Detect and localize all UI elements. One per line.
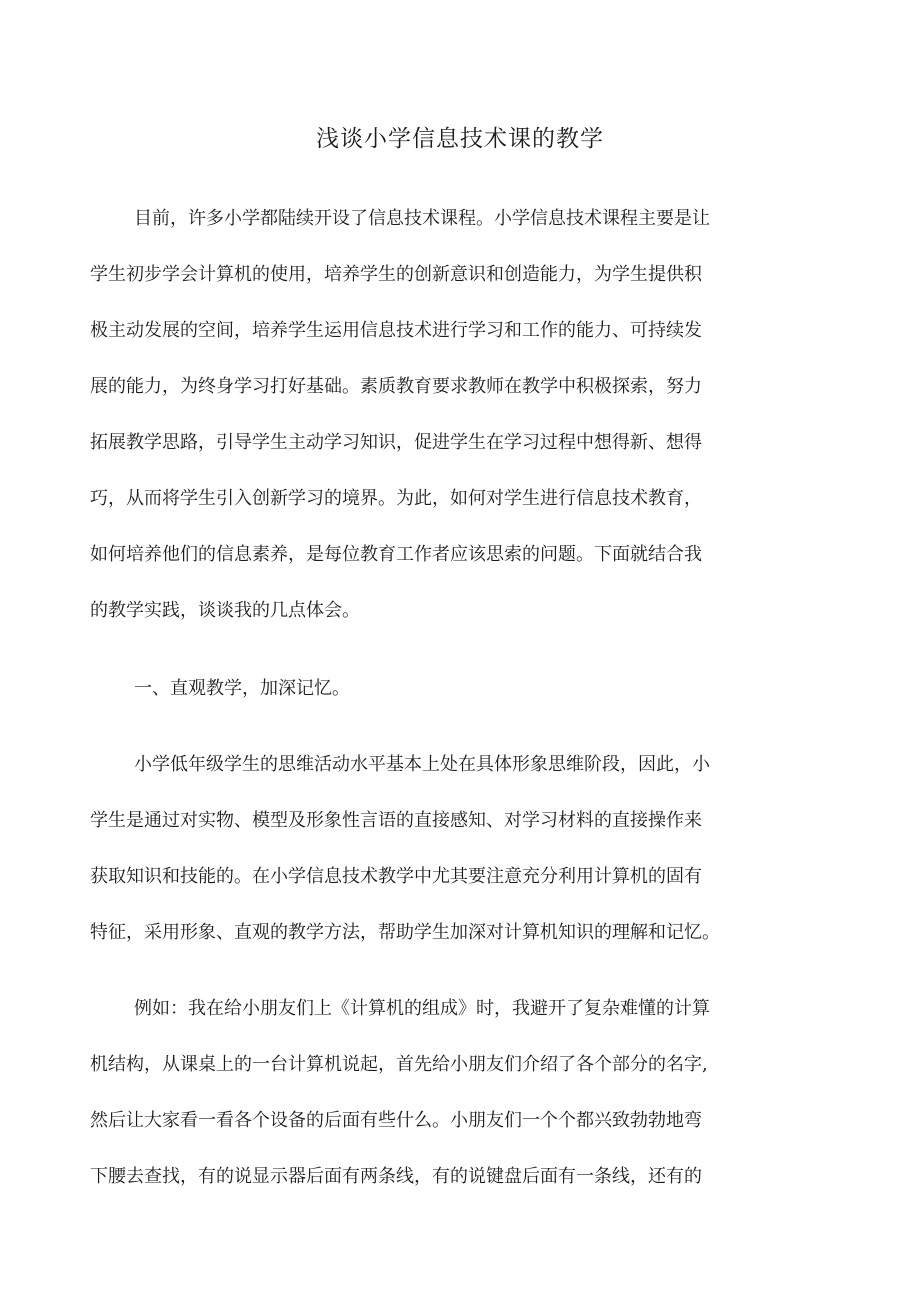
paragraph-2-line-1: 小学低年级学生的思维活动水平基本上处在具体形象思维阶段，因此，小 (134, 754, 710, 775)
paragraph-1-line-4: 展的能力，为终身学习打好基础。素质教育要求教师在教学中积极探索，努力 (90, 376, 702, 397)
paragraph-3-line-3: 然后让大家看一看各个设备的后面有些什么。小朋友们一个个都兴致勃勃地弯 (90, 1110, 702, 1131)
paragraph-3-line-4: 下腰去查找，有的说显示器后面有两条线，有的说键盘后面有一条线，还有的 (90, 1166, 702, 1187)
paragraph-1-line-1: 目前，许多小学都陆续开设了信息技术课程。小学信息技术课程主要是让 (134, 208, 710, 229)
paragraph-1-line-3: 极主动发展的空间，培养学生运用信息技术进行学习和工作的能力、可持续发 (90, 320, 702, 341)
paragraph-1-line-7: 如何培养他们的信息素养，是每位教育工作者应该思索的问题。下面就结合我 (90, 544, 702, 565)
paragraph-1-line-6: 巧，从而将学生引入创新学习的境界。为此，如何对学生进行信息技术教育， (90, 488, 702, 509)
paragraph-1-line-8: 的教学实践，谈谈我的几点体会。 (90, 600, 360, 621)
paragraph-2-line-3: 获取知识和技能的。在小学信息技术教学中尤其要注意充分利用计算机的固有 (90, 866, 702, 887)
paragraph-3-line-1: 例如：我在给小朋友们上《计算机的组成》时，我避开了复杂难懂的计算 (134, 998, 710, 1019)
section-heading-1: 一、直观教学，加深记忆。 (134, 678, 350, 699)
paragraph-2-line-4: 特征，采用形象、直观的教学方法，帮助学生加深对计算机知识的理解和记忆。 (90, 922, 720, 943)
document-title: 浅谈小学信息技术课的教学 (316, 126, 604, 152)
paragraph-3-line-2: 机结构，从课桌上的一台计算机说起，首先给小朋友们介绍了各个部分的名字, (90, 1054, 708, 1075)
paragraph-2-line-2: 学生是通过对实物、模型及形象性言语的直接感知、对学习材料的直接操作来 (90, 810, 702, 831)
paragraph-1-line-5: 拓展教学思路，引导学生主动学习知识，促进学生在学习过程中想得新、想得 (90, 432, 702, 453)
paragraph-1-line-2: 学生初步学会计算机的使用，培养学生的创新意识和创造能力，为学生提供积 (90, 264, 702, 285)
